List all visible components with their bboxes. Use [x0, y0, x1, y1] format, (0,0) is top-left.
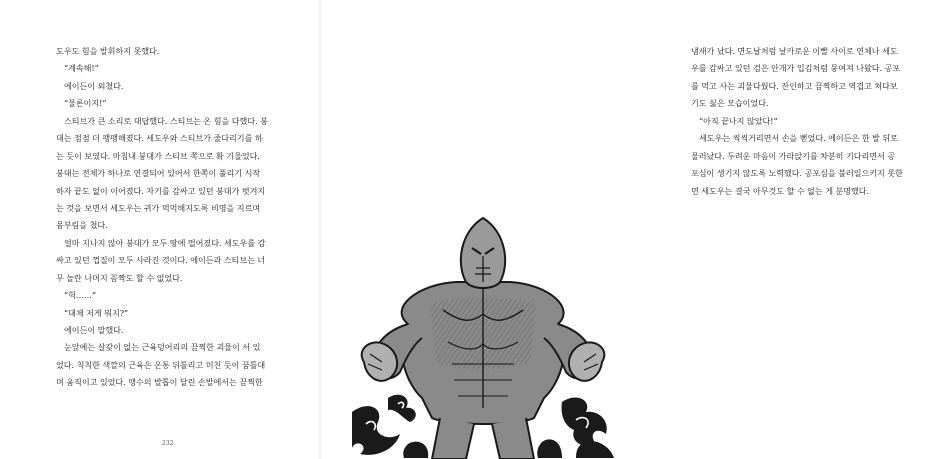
right-text-line: 물러났다. 두려운 마음이 가라앉기를 차분히 기다리면서 공 [691, 150, 896, 161]
left-text-line: 대는 점점 더 팽팽해졌다. 세도우와 스티브가 줄다리기를 하 [56, 133, 263, 144]
left-text-line: “계속해!” [64, 63, 99, 74]
right-text-line: 를 먹고 사는 괴물다웠다. 잔인하고 끔찍하고 역겹고 쳐다보 [691, 80, 898, 91]
monster-right-fist [569, 342, 604, 380]
left-text-line: 는 듯이 보였다. 마침내 붕대가 스티브 쪽으로 확 기울었다. [56, 150, 260, 161]
left-text-line: “대체 저게 뭐지?” [64, 307, 129, 318]
left-page-text [56, 43, 290, 392]
left-text-line: 는 것을 보면서 세도우는 귀가 먹먹해지도록 비명을 지르며 [56, 202, 261, 213]
left-page [0, 0, 320, 459]
right-text-line: 냄새가 났다. 면도날처럼 날카로운 이빨 사이로 연체나 세도 [691, 46, 898, 56]
left-text-line: 에이든이 말했다. [64, 325, 124, 335]
right-text-line: 세도우는 씩씩거리면서 손을 뻗었다. 에이든은 한 발 뒤로 [699, 133, 898, 144]
left-text-line: 었다. 칙칙한 색깔의 근육은 온통 뒤틀리고 미친 듯이 꿈틀대 [56, 359, 266, 370]
monster-left-fist [362, 342, 397, 380]
right-text-line: “아직 끝나지 않았다!” [699, 115, 778, 126]
left-text-line: “헉……” [64, 290, 97, 301]
right-page-text [691, 43, 925, 200]
left-text-line: 무 놀란 나머지 꼼짝도 할 수 없었다. [56, 272, 183, 283]
left-text-line: 에이든이 외쳤다. [64, 80, 124, 91]
left-text-line: 도우도 힘을 발휘하지 못했다. [56, 46, 160, 56]
right-text-line: 면 세도우는 결국 아무것도 할 수 없는 게 분명했다. [691, 185, 870, 196]
left-text-line: 스티브가 큰 소리로 대답했다. 스티브는 온 힘을 다했다. 붕 [64, 115, 268, 126]
left-text-line: 하자 끝도 없이 이어졌다. 자기를 감싸고 있던 붕대가 벗겨지 [56, 185, 266, 196]
left-text-line: 얼마 지나지 않아 붕대가 모두 땅에 떨어졌다. 세도우를 감 [64, 237, 266, 248]
left-text-line: 붕대는 전체가 하나로 연결되어 있어서 한쪽이 풀리기 시작 [56, 168, 261, 179]
right-text-line: 포심이 생기지 않도록 노력했다. 공포심을 불러일으키지 못한 [691, 168, 903, 179]
right-text-line: 기도 싫은 모습이었다. [691, 98, 769, 109]
right-text-line: 우를 감싸고 있던 검은 안개가 입김처럼 뭉여져 나왔다. 공포 [691, 63, 901, 74]
left-text-line: 눈앞에는 살갗이 없는 근육덩어리의 끔찍한 괴물이 서 있 [64, 342, 261, 353]
muscular-monster-illustration [348, 212, 618, 459]
left-text-line: 싸고 있던 껍질이 모두 사라진 것이다. 에이든과 스티브는 너 [56, 255, 266, 266]
left-text-line: “물론이지!” [64, 98, 107, 109]
left-text-line: 몸부림을 쳤다. [56, 220, 108, 231]
left-text-line: 며 움직이고 있었다. 맹수의 발톱이 달린 손발에서는 끔찍한 [56, 377, 263, 388]
page-number: 232 [162, 440, 174, 447]
